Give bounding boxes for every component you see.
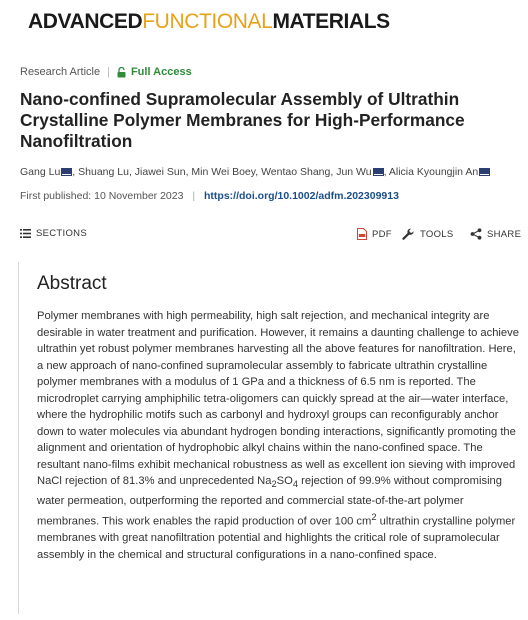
abstract-section [18, 262, 522, 614]
doi-link[interactable]: https://doi.org/10.1002/adfm.202309913 [204, 190, 399, 202]
journal-logo[interactable] [28, 10, 390, 40]
article-toolbar [20, 228, 522, 246]
email-icon[interactable] [479, 168, 490, 176]
publication-separator: | [192, 190, 196, 202]
wrench-icon [402, 228, 415, 241]
open-lock-icon [117, 67, 126, 78]
meta-separator: | [107, 66, 110, 78]
email-icon[interactable] [61, 168, 72, 176]
article-meta [20, 66, 192, 78]
publication-info [20, 190, 399, 202]
email-icon[interactable] [373, 168, 384, 176]
author-list [20, 165, 520, 179]
author-separator: , [128, 166, 135, 178]
sections-label: SECTIONS [36, 228, 87, 239]
author-name[interactable]: Gang Lu [20, 166, 61, 178]
abstract-text-part3: ultrathin crystalline polymer membranes with great nanofiltration potential and highlights the critical role of supramolecular assembly in the chemical and structural configurations in a nano-confined space. [37, 515, 516, 561]
pdf-button[interactable] [357, 228, 392, 240]
journal-name-part3: MATERIALS [272, 10, 390, 33]
author-separator: , [72, 166, 79, 178]
article-type: Research Article [20, 66, 101, 78]
journal-name-part1: ADVANCED [28, 10, 143, 33]
na-subscript: 2 [271, 479, 277, 490]
tools-label: TOOLS [420, 229, 454, 240]
share-button[interactable] [470, 228, 521, 240]
author-separator: , [185, 166, 192, 178]
access-badge: Full Access [130, 66, 192, 78]
author-name[interactable]: Jiawei Sun [134, 166, 186, 178]
list-icon [20, 229, 31, 238]
pdf-label: PDF [372, 228, 392, 240]
abstract-heading: Abstract [37, 273, 107, 294]
author-name[interactable]: Shuang Lu [78, 166, 129, 178]
author-name[interactable]: Wentao Shang [261, 166, 331, 178]
author-separator: , [330, 166, 337, 178]
so-subscript: 4 [292, 479, 299, 490]
journal-name-part2: FUNCTIONAL [142, 10, 273, 33]
author-separator: , [255, 166, 262, 178]
abstract-text-part2: rejection of 99.9% without compromising water permeation, outperforming the reported and commercial state-of-the-art polymer membranes. This work enables the rapid production of over 100 cm [37, 475, 503, 528]
published-label: First published: [20, 190, 92, 202]
cm-superscript: 2 [371, 512, 377, 523]
pdf-icon [357, 228, 367, 240]
published-date: 10 November 2023 [94, 190, 184, 202]
author-name[interactable]: Alicia Kyoungjin An [388, 166, 479, 178]
share-icon [470, 228, 482, 240]
author-separator: , [383, 166, 389, 178]
article-title: Nano-confined Supramolecular Assembly of Ultrathin Crystalline Polymer Membranes for High-Performance Nanofiltration [20, 89, 465, 151]
so-text: SO [276, 475, 293, 487]
author-name[interactable]: Min Wei Boey [191, 166, 256, 178]
share-label: SHARE [487, 228, 522, 240]
tools-button[interactable] [402, 228, 454, 241]
author-name[interactable]: Jun Wu [336, 166, 372, 178]
abstract-text [37, 308, 521, 563]
sections-button[interactable] [20, 228, 87, 239]
abstract-text-part1: Polymer membranes with high permeability, high salt rejection, and mechanical integrity are desirable in water treatment and purification. However, it remains a daunting challenge to achieve ultrathin yet robust polymer membranes harvesting all the above features for nanofiltration. Here, a new approach of nano-confined supramolecular assembly to fabricate ultrathin crystalline polymer membranes with a modulus of 1 GPa and a thickness of 6.5 nm is reported. The microdroplet carrying amphiphilic tetra-oligomers can quickly spread at the air—water interface, where the hydrophilic motifs such as carbonyl and hydroxyl groups can reconfigurably anchor down to water molecules via abundant hydrogen bonding interactions, significantly promoting the alignment and orientation of hydrophobic alkyl chains within the nano-confined space. The resultant nano-films exhibit mechanical robustness as well as excellent ion sieving with improved NaCl rejection of 81.3% and unprecedented Na [37, 310, 519, 487]
